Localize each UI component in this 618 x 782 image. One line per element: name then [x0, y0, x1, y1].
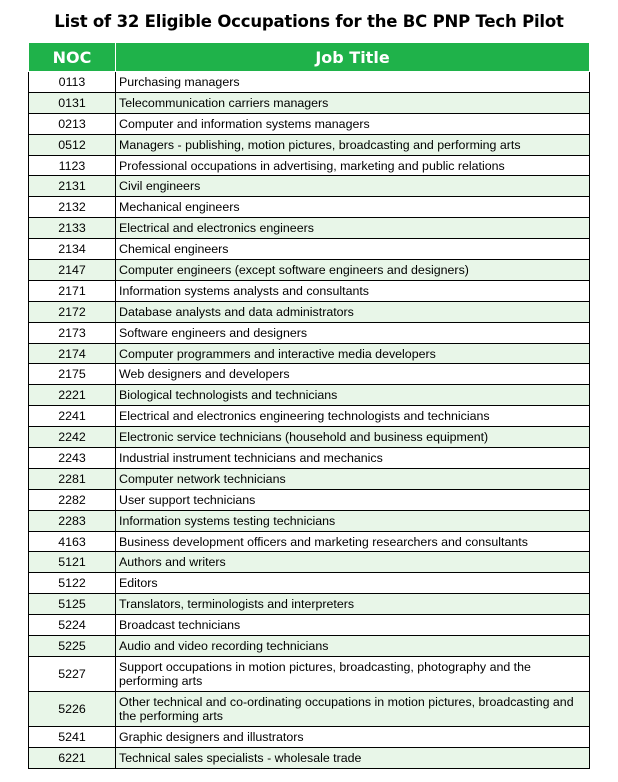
job-title: Computer programmers and interactive media developers: [116, 343, 590, 364]
noc-code: 2134: [29, 239, 116, 260]
job-title: Civil engineers: [116, 176, 590, 197]
noc-code: 4163: [29, 531, 116, 552]
noc-code: 2281: [29, 468, 116, 489]
job-title: Other technical and co-ordinating occupations in motion pictures, broadcasting and the performing arts: [116, 691, 590, 726]
noc-code: 2283: [29, 510, 116, 531]
table-row: [29, 406, 590, 427]
table-row: [29, 594, 590, 615]
table-row: [29, 113, 590, 134]
noc-code: 5121: [29, 552, 116, 573]
noc-code: 5241: [29, 726, 116, 747]
job-title: Telecommunication carriers managers: [116, 92, 590, 113]
job-title: Computer engineers (except software engineers and designers): [116, 260, 590, 281]
job-title: Information systems testing technicians: [116, 510, 590, 531]
job-title-column-header: Job Title: [116, 43, 590, 72]
table-row: [29, 385, 590, 406]
table-row: [29, 239, 590, 260]
job-title: Translators, terminologists and interpreters: [116, 594, 590, 615]
job-title: Business development officers and marketing researchers and consultants: [116, 531, 590, 552]
job-title: User support technicians: [116, 489, 590, 510]
noc-code: 2131: [29, 176, 116, 197]
noc-code: 2282: [29, 489, 116, 510]
noc-code: 2133: [29, 218, 116, 239]
table-row: [29, 615, 590, 636]
job-title: Computer and information systems managers: [116, 113, 590, 134]
noc-code: 1123: [29, 155, 116, 176]
noc-code: 2242: [29, 427, 116, 448]
noc-code: 2174: [29, 343, 116, 364]
table-row: [29, 176, 590, 197]
noc-code: 2147: [29, 260, 116, 281]
noc-code: 2175: [29, 364, 116, 385]
noc-code: 0113: [29, 72, 116, 93]
table-row: [29, 260, 590, 281]
noc-code: 2132: [29, 197, 116, 218]
job-title: Managers - publishing, motion pictures, broadcasting and performing arts: [116, 134, 590, 155]
noc-code: 2171: [29, 280, 116, 301]
noc-code: 2172: [29, 301, 116, 322]
noc-code: 0213: [29, 113, 116, 134]
table-row: [29, 197, 590, 218]
table-header-row: [29, 43, 590, 72]
job-title: Broadcast technicians: [116, 615, 590, 636]
job-title: Technical sales specialists - wholesale trade: [116, 747, 590, 768]
table-row: [29, 552, 590, 573]
noc-code: 2241: [29, 406, 116, 427]
noc-code: 2221: [29, 385, 116, 406]
table-row: [29, 343, 590, 364]
job-title: Software engineers and designers: [116, 322, 590, 343]
table-row: [29, 427, 590, 448]
job-title: Editors: [116, 573, 590, 594]
table-body: [29, 72, 590, 769]
table-row: [29, 72, 590, 93]
table-row: [29, 726, 590, 747]
table-row: [29, 364, 590, 385]
table-row: [29, 301, 590, 322]
noc-code: 0512: [29, 134, 116, 155]
table-row: [29, 636, 590, 657]
noc-code: 5224: [29, 615, 116, 636]
table-row: [29, 280, 590, 301]
job-title: Audio and video recording technicians: [116, 636, 590, 657]
table-row: [29, 218, 590, 239]
job-title: Biological technologists and technicians: [116, 385, 590, 406]
job-title: Purchasing managers: [116, 72, 590, 93]
job-title: Electronic service technicians (household and business equipment): [116, 427, 590, 448]
table-row: [29, 489, 590, 510]
table-row: [29, 322, 590, 343]
table-row: [29, 656, 590, 691]
noc-code: 2173: [29, 322, 116, 343]
job-title: Electrical and electronics engineers: [116, 218, 590, 239]
table-row: [29, 747, 590, 768]
table-row: [29, 573, 590, 594]
noc-code: 5225: [29, 636, 116, 657]
table-row: [29, 531, 590, 552]
noc-code: 0131: [29, 92, 116, 113]
job-title: Professional occupations in advertising, marketing and public relations: [116, 155, 590, 176]
noc-code: 5122: [29, 573, 116, 594]
occupations-table: [28, 42, 590, 769]
table-row: [29, 691, 590, 726]
table-row: [29, 155, 590, 176]
noc-code: 5227: [29, 656, 116, 691]
job-title: Graphic designers and illustrators: [116, 726, 590, 747]
table-row: [29, 134, 590, 155]
table-row: [29, 92, 590, 113]
noc-column-header: NOC: [29, 43, 116, 72]
job-title: Chemical engineers: [116, 239, 590, 260]
job-title: Web designers and developers: [116, 364, 590, 385]
job-title: Computer network technicians: [116, 468, 590, 489]
table-row: [29, 448, 590, 469]
page-title: List of 32 Eligible Occupations for the BC PNP Tech Pilot: [54, 12, 564, 31]
job-title: Industrial instrument technicians and mechanics: [116, 448, 590, 469]
job-title: Electrical and electronics engineering technologists and technicians: [116, 406, 590, 427]
job-title: Support occupations in motion pictures, broadcasting, photography and the performing arts: [116, 656, 590, 691]
job-title: Authors and writers: [116, 552, 590, 573]
noc-code: 5125: [29, 594, 116, 615]
noc-code: 6221: [29, 747, 116, 768]
table-row: [29, 468, 590, 489]
table-row: [29, 510, 590, 531]
noc-code: 2243: [29, 448, 116, 469]
job-title: Information systems analysts and consultants: [116, 280, 590, 301]
job-title: Database analysts and data administrators: [116, 301, 590, 322]
noc-code: 5226: [29, 691, 116, 726]
job-title: Mechanical engineers: [116, 197, 590, 218]
